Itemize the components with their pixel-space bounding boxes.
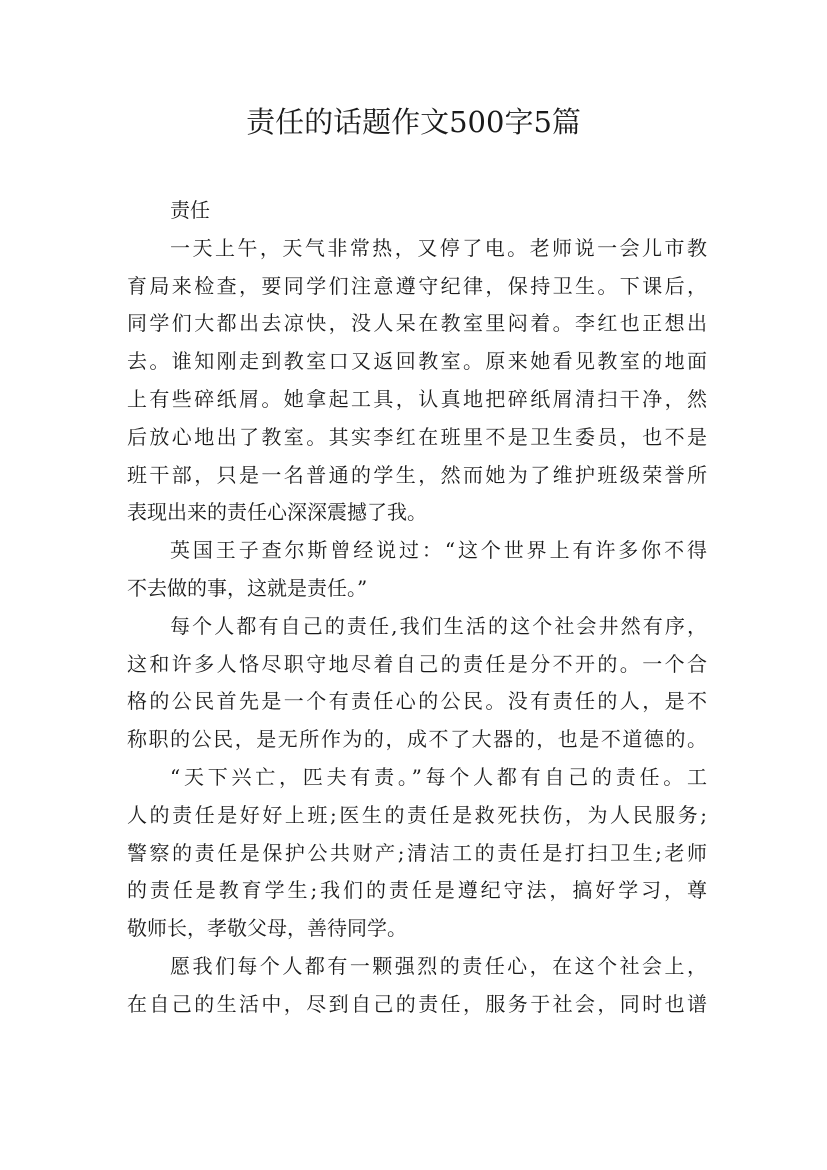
text-line: 育局来检查，要同学们注意遵守纪律，保持卫生。下课后，	[127, 273, 707, 298]
text-line: 后放心地出了教室。其实李红在班里不是卫生委员，也不是	[127, 424, 707, 449]
text-line: “天下兴亡，匹夫有责。”每个人都有自己的责任。工	[170, 764, 707, 789]
document-title: 责任的话题作文500字5篇	[246, 105, 581, 139]
text-line: 上有些碎纸屑。她拿起工具，认真地把碎纸屑清扫干净，然	[127, 386, 707, 411]
text-line: 敬师长，孝敬父母，善待同学。	[127, 916, 407, 941]
text-line: 警察的责任是保护公共财产;清洁工的责任是打扫卫生;老师	[127, 840, 707, 865]
text-line: 每个人都有自己的责任,我们生活的这个社会井然有序，	[170, 613, 707, 638]
text-line: 格的公民首先是一个有责任心的公民。没有责任的人，是不	[127, 689, 707, 714]
text-line: 称职的公民，是无所作为的，成不了大器的，也是不道德的。	[127, 727, 707, 752]
document-body	[127, 192, 707, 1024]
text-line: 英国王子查尔斯曾经说过：“这个世界上有许多你不得	[170, 538, 707, 563]
text-line: 责任	[170, 198, 210, 222]
text-line: 去。谁知刚走到教室口又返回教室。原来她看见教室的地面	[127, 349, 707, 374]
text-line: 不去做的事，这就是责任。”	[127, 575, 368, 600]
text-line: 班干部，只是一名普通的学生，然而她为了维护班级荣誉所	[127, 462, 707, 487]
text-line: 的责任是教育学生;我们的责任是遵纪守法，搞好学习，尊	[127, 878, 707, 903]
text-line: 人的责任是好好上班;医生的责任是救死扶伤，为人民服务;	[127, 802, 707, 827]
text-line: 表现出来的责任心深深震撼了我。	[127, 500, 427, 525]
text-line: 一天上午，天气非常热，又停了电。老师说一会儿市教	[170, 235, 707, 260]
text-line: 在自己的生活中，尽到自己的责任，服务于社会，同时也谱	[127, 991, 707, 1016]
text-line: 这和许多人恪尽职守地尽着自己的责任是分不开的。一个合	[127, 651, 707, 676]
text-line: 同学们大都出去凉快，没人呆在教室里闷着。李红也正想出	[127, 311, 707, 336]
text-line: 愿我们每个人都有一颗强烈的责任心，在这个社会上，	[170, 953, 707, 978]
